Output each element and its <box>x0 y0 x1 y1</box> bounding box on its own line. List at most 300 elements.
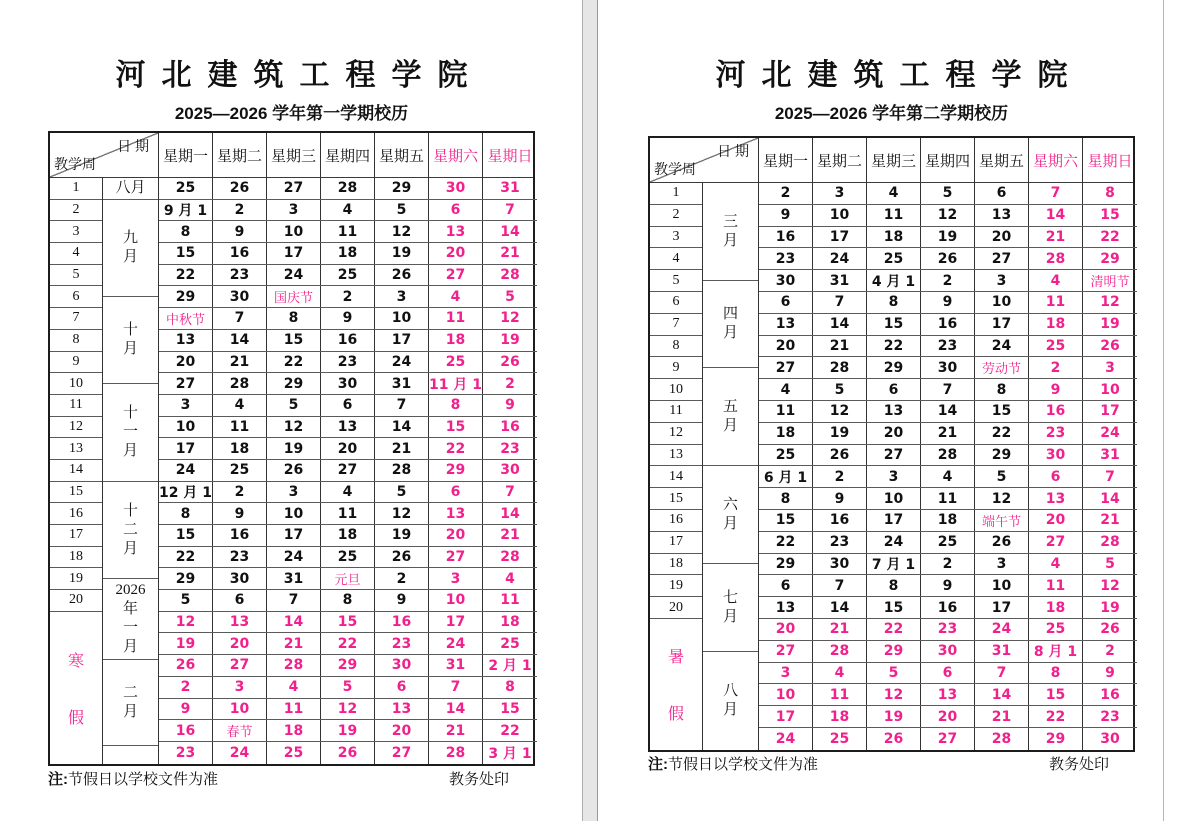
week-number-cell: 4 <box>50 243 102 265</box>
stamp-label: 教务处印 <box>448 771 509 788</box>
date-cell: 12 <box>375 503 429 524</box>
week-row <box>159 547 537 569</box>
date-cell: 13 <box>213 612 267 633</box>
month-label: 三 <box>722 213 738 230</box>
date-cell: 29 <box>159 286 213 307</box>
date-cell: 8 <box>429 395 483 416</box>
date-cell: 23 <box>159 742 213 764</box>
date-cell: 6 <box>975 183 1029 204</box>
month-label: 月 <box>722 325 738 342</box>
date-cell: 劳动节 <box>975 357 1029 378</box>
month-label: 八月 <box>115 179 146 196</box>
date-cell: 28 <box>975 728 1029 750</box>
month-label: 一 <box>122 620 138 637</box>
date-cell: 29 <box>375 178 429 199</box>
date-cell: 25 <box>500 635 520 652</box>
date-cell: 21 <box>375 438 429 459</box>
date-cell: 13 <box>429 503 483 524</box>
date-cell: 26 <box>867 728 921 750</box>
date-cell: 20 <box>975 227 1029 248</box>
week-number-cell: 13 <box>650 445 702 467</box>
date-cell: 10 <box>267 221 321 242</box>
date-cell: 27 <box>867 445 921 466</box>
week-number-cell: 19 <box>50 568 102 590</box>
date-cell: 7 <box>921 379 975 400</box>
date-cell: 24 <box>429 633 483 654</box>
date-cell: 28 <box>500 549 520 566</box>
date-cell: 15 <box>500 700 520 717</box>
week-number-cell: 2 <box>650 205 702 227</box>
school-name-title: 河北建筑工程学院 <box>115 58 484 93</box>
calendar-page-second-semester <box>598 0 1163 821</box>
date-cell: 4 <box>1029 554 1083 575</box>
date-cell: 7 <box>813 292 867 313</box>
date-cell: 19 <box>375 525 429 546</box>
date-cell: 28 <box>375 460 429 481</box>
date-cell: 22 <box>159 265 213 286</box>
date-cell: 28 <box>429 742 483 764</box>
date-cell: 19 <box>159 633 213 654</box>
date-cell: 6 <box>867 379 921 400</box>
date-cell: 18 <box>1029 597 1083 618</box>
date-cell: 11 <box>321 503 375 524</box>
month-label: 月 <box>122 442 138 459</box>
month-cell <box>703 183 758 281</box>
week-number-cell: 3 <box>650 227 702 249</box>
week-number-cell: 2 <box>50 200 102 222</box>
date-cell: 25 <box>867 248 921 269</box>
date-cell: 23 <box>813 532 867 553</box>
date-cell: 9 <box>321 308 375 329</box>
week-row <box>759 445 1137 467</box>
week-number-cell: 7 <box>50 308 102 330</box>
date-cell: 15 <box>759 510 813 531</box>
date-cell: 7 <box>1029 183 1083 204</box>
date-cell: 19 <box>375 243 429 264</box>
date-cell: 29 <box>867 357 921 378</box>
month-label: 月 <box>122 540 138 557</box>
date-cell: 22 <box>1100 228 1120 245</box>
date-cell: 4 <box>1029 270 1083 291</box>
date-cell: 6 <box>213 590 267 611</box>
date-cell: 18 <box>813 706 867 727</box>
date-cell: 31 <box>813 270 867 291</box>
date-cell: 2 <box>921 554 975 575</box>
week-number-cell: 15 <box>50 482 102 504</box>
date-cell: 14 <box>500 223 520 240</box>
date-cell: 20 <box>159 352 213 373</box>
week-column <box>50 178 103 764</box>
week-number-cell: 8 <box>650 336 702 358</box>
date-cell: 26 <box>500 353 520 370</box>
week-row <box>159 308 537 330</box>
date-cell: 17 <box>867 510 921 531</box>
date-cell: 15 <box>267 330 321 351</box>
date-cell: 2 <box>159 677 213 698</box>
date-cell: 20 <box>321 438 375 459</box>
date-cell: 3 <box>867 466 921 487</box>
month-cell <box>703 368 758 466</box>
date-cell: 7 月 1 <box>867 554 921 575</box>
date-cell: 8 <box>867 292 921 313</box>
date-cell: 18 <box>213 438 267 459</box>
date-cell: 2 <box>813 466 867 487</box>
date-cell: 7 <box>975 663 1029 684</box>
date-cell: 8 <box>1105 185 1115 202</box>
calendar-table <box>48 131 535 766</box>
date-cell: 5 <box>321 677 375 698</box>
date-cell: 16 <box>213 243 267 264</box>
date-cell: 13 <box>321 417 375 438</box>
week-number-cell: 12 <box>50 417 102 439</box>
month-cell <box>103 297 158 384</box>
date-cell: 12 <box>1100 294 1120 311</box>
date-cell: 29 <box>867 641 921 662</box>
week-row <box>159 352 537 374</box>
date-cell: 21 <box>921 423 975 444</box>
date-cell: 26 <box>267 460 321 481</box>
date-cell: 6 <box>1029 466 1083 487</box>
month-label: 月 <box>722 701 738 718</box>
date-cell: 27 <box>759 357 813 378</box>
date-cell: 22 <box>321 633 375 654</box>
week-row <box>159 720 537 742</box>
day-header: 星期日 <box>1087 152 1133 170</box>
date-cell: 元旦 <box>321 568 375 589</box>
date-cell: 24 <box>213 742 267 764</box>
week-row <box>759 684 1137 706</box>
date-cell: 30 <box>213 286 267 307</box>
day-header: 星期一 <box>759 138 813 182</box>
footnote <box>648 753 1135 774</box>
date-cell: 11 <box>267 699 321 720</box>
date-cell: 6 <box>375 677 429 698</box>
date-cell: 14 <box>267 612 321 633</box>
date-cell: 18 <box>759 423 813 444</box>
week-row <box>759 336 1137 358</box>
date-cell: 12 <box>867 684 921 705</box>
date-cell: 22 <box>267 352 321 373</box>
date-cell: 18 <box>500 614 520 631</box>
date-cell: 27 <box>429 547 483 568</box>
date-cell: 13 <box>759 314 813 335</box>
date-cell: 13 <box>975 205 1029 226</box>
week-number-cell: 3 <box>50 221 102 243</box>
week-row <box>759 183 1137 205</box>
date-cell: 19 <box>921 227 975 248</box>
date-cell: 23 <box>921 336 975 357</box>
date-cell: 16 <box>921 314 975 335</box>
date-cell: 19 <box>321 720 375 741</box>
date-cell: 25 <box>429 352 483 373</box>
date-cell: 24 <box>159 460 213 481</box>
week-row <box>759 532 1137 554</box>
date-cell: 31 <box>429 655 483 676</box>
date-cell: 23 <box>375 633 429 654</box>
week-number-cell: 13 <box>50 438 102 460</box>
week-row <box>159 438 537 460</box>
date-cell: 4 <box>267 677 321 698</box>
date-cell: 4 月 1 <box>867 270 921 291</box>
week-number-cell: 17 <box>50 525 102 547</box>
date-cell: 9 月 1 <box>159 200 213 221</box>
date-cell: 30 <box>1029 445 1083 466</box>
day-header: 星期四 <box>321 133 375 177</box>
footnote-label: 注: <box>48 771 68 788</box>
date-cell: 21 <box>813 336 867 357</box>
date-cell: 12 <box>321 699 375 720</box>
date-cell: 14 <box>1029 205 1083 226</box>
date-cell: 22 <box>429 438 483 459</box>
date-cell: 17 <box>267 243 321 264</box>
date-cell: 4 <box>759 379 813 400</box>
date-cell: 端午节 <box>975 510 1029 531</box>
date-cell: 13 <box>759 597 813 618</box>
date-cell: 20 <box>759 336 813 357</box>
date-cell: 12 <box>267 417 321 438</box>
date-cell: 14 <box>813 314 867 335</box>
week-row <box>159 417 537 439</box>
month-label: 六 <box>722 496 738 513</box>
date-cell: 3 <box>429 568 483 589</box>
date-cell: 18 <box>267 720 321 741</box>
date-cell: 28 <box>500 267 520 284</box>
week-number-cell: 6 <box>650 292 702 314</box>
date-cell: 25 <box>921 532 975 553</box>
week-row <box>159 243 537 265</box>
month-label: 月 <box>722 232 738 249</box>
month-label: 十 <box>122 322 138 339</box>
week-number-cell: 20 <box>650 597 702 619</box>
week-row <box>159 590 537 612</box>
date-cell: 16 <box>321 330 375 351</box>
date-cell: 6 <box>759 292 813 313</box>
week-row <box>159 178 537 200</box>
date-cell: 15 <box>159 525 213 546</box>
date-cell: 10 <box>213 699 267 720</box>
date-cell: 23 <box>213 265 267 286</box>
date-cell: 23 <box>213 547 267 568</box>
week-row <box>759 466 1137 488</box>
vacation-label: 假 <box>67 709 84 727</box>
date-cell: 31 <box>500 180 520 197</box>
date-cell: 14 <box>1100 490 1120 507</box>
date-cell: 28 <box>813 357 867 378</box>
week-row <box>159 200 537 222</box>
date-cell: 4 <box>921 466 975 487</box>
week-row <box>159 568 537 590</box>
date-cell: 20 <box>213 633 267 654</box>
month-label: 二 <box>122 521 138 538</box>
date-cell: 18 <box>1029 314 1083 335</box>
date-cell: 26 <box>813 445 867 466</box>
day-header: 星期二 <box>213 133 267 177</box>
date-cell: 16 <box>1029 401 1083 422</box>
week-row <box>759 357 1137 379</box>
week-row <box>759 510 1137 532</box>
date-cell: 26 <box>1100 621 1120 638</box>
date-cell: 12 <box>813 401 867 422</box>
week-number-cell: 18 <box>650 554 702 576</box>
month-cell <box>703 281 758 368</box>
date-cell: 31 <box>1100 446 1120 463</box>
date-cell: 3 <box>375 286 429 307</box>
date-grid <box>159 178 537 764</box>
week-number-cell: 11 <box>650 401 702 423</box>
date-cell: 30 <box>1100 730 1120 747</box>
date-cell: 2 <box>505 375 515 392</box>
date-cell: 17 <box>159 438 213 459</box>
date-cell: 10 <box>813 205 867 226</box>
date-cell: 10 <box>759 684 813 705</box>
date-cell: 20 <box>375 720 429 741</box>
teaching-week-corner-label: 教学周 <box>654 161 696 177</box>
date-cell: 22 <box>867 336 921 357</box>
month-label: 十 <box>122 502 138 519</box>
date-cell: 15 <box>159 243 213 264</box>
date-cell: 7 <box>505 202 515 219</box>
vacation-label: 暑 <box>667 649 684 667</box>
week-row <box>759 619 1137 641</box>
date-cell: 26 <box>975 532 1029 553</box>
date-cell: 15 <box>867 597 921 618</box>
month-cell <box>103 746 158 763</box>
header-corner-cell <box>50 133 159 177</box>
date-cell: 5 <box>505 288 515 305</box>
date-cell: 13 <box>921 684 975 705</box>
calendar-page-first-semester <box>0 0 582 821</box>
week-row <box>159 482 537 504</box>
day-header: 星期一 <box>159 133 213 177</box>
week-row <box>759 205 1137 227</box>
date-cell: 30 <box>500 462 520 479</box>
school-name-title: 河北建筑工程学院 <box>715 58 1084 93</box>
week-number-cell: 5 <box>650 270 702 292</box>
week-number-cell: 14 <box>50 460 102 482</box>
month-cell <box>103 384 158 482</box>
week-row <box>759 728 1137 750</box>
date-cell: 16 <box>1100 686 1120 703</box>
date-cell: 22 <box>759 532 813 553</box>
day-header: 星期五 <box>975 138 1029 182</box>
date-cell: 26 <box>321 742 375 764</box>
month-label: 七 <box>722 589 738 606</box>
week-number-cell: 5 <box>50 265 102 287</box>
date-cell: 8 <box>267 308 321 329</box>
date-cell: 4 <box>429 286 483 307</box>
month-label: 九 <box>122 230 138 246</box>
date-cell: 17 <box>759 706 813 727</box>
date-cell: 19 <box>813 423 867 444</box>
date-cell: 3 <box>213 677 267 698</box>
date-cell: 8 月 1 <box>1029 641 1083 662</box>
date-cell: 29 <box>159 568 213 589</box>
date-cell: 2 <box>1105 643 1115 660</box>
date-cell: 10 <box>975 292 1029 313</box>
month-cell <box>103 579 158 659</box>
date-cell: 5 <box>1105 555 1115 572</box>
date-cell: 20 <box>429 525 483 546</box>
table-header-row <box>650 138 1133 183</box>
date-cell: 15 <box>429 417 483 438</box>
date-cell: 16 <box>500 418 520 435</box>
date-cell: 16 <box>159 720 213 741</box>
week-row <box>159 286 537 308</box>
month-label: 二 <box>122 684 138 701</box>
date-cell: 10 <box>429 590 483 611</box>
header-corner-cell <box>650 138 759 182</box>
date-cell: 2 <box>213 482 267 503</box>
date-cell: 18 <box>867 227 921 248</box>
week-row <box>759 641 1137 663</box>
week-number-cell: 11 <box>50 395 102 417</box>
date-cell: 5 <box>375 200 429 221</box>
date-cell: 9 <box>213 503 267 524</box>
month-column <box>703 183 759 750</box>
date-cell: 18 <box>321 525 375 546</box>
table-header-row <box>50 133 533 178</box>
date-cell: 24 <box>267 265 321 286</box>
date-cell: 清明节 <box>1090 274 1130 290</box>
date-cell: 13 <box>159 330 213 351</box>
date-cell: 20 <box>1029 510 1083 531</box>
date-cell: 25 <box>213 460 267 481</box>
month-label: 月 <box>122 341 138 358</box>
date-cell: 3 月 1 <box>488 745 532 762</box>
date-cell: 10 <box>267 503 321 524</box>
date-cell: 21 <box>267 633 321 654</box>
date-cell: 25 <box>321 265 375 286</box>
calendar-table <box>648 136 1135 752</box>
date-cell: 19 <box>867 706 921 727</box>
date-cell: 16 <box>813 510 867 531</box>
month-cell <box>703 652 758 750</box>
date-cell: 28 <box>1100 534 1120 551</box>
date-cell: 29 <box>975 445 1029 466</box>
date-cell: 8 <box>159 503 213 524</box>
date-cell: 27 <box>921 728 975 750</box>
day-header: 星期六 <box>429 133 483 177</box>
date-cell: 16 <box>375 612 429 633</box>
month-label: 一 <box>122 423 138 440</box>
date-cell: 9 <box>921 292 975 313</box>
date-cell: 7 <box>429 677 483 698</box>
teaching-week-corner-label: 教学周 <box>54 156 96 172</box>
date-cell: 30 <box>921 641 975 662</box>
week-number-cell: 8 <box>50 330 102 352</box>
date-cell: 12 <box>375 221 429 242</box>
date-cell: 17 <box>1100 403 1120 420</box>
table-body <box>50 178 533 764</box>
date-cell: 6 月 1 <box>759 466 813 487</box>
date-cell: 30 <box>375 655 429 676</box>
date-cell: 16 <box>759 227 813 248</box>
date-cell: 29 <box>429 460 483 481</box>
date-cell: 28 <box>813 641 867 662</box>
date-cell: 16 <box>921 597 975 618</box>
week-number-cell: 17 <box>650 532 702 554</box>
week-row <box>759 488 1137 510</box>
date-cell: 19 <box>500 332 520 349</box>
week-row <box>159 633 537 655</box>
day-header: 星期日 <box>487 147 533 165</box>
date-cell: 12 <box>159 612 213 633</box>
date-cell: 29 <box>267 373 321 394</box>
date-cell: 21 <box>429 720 483 741</box>
date-cell: 2 <box>1029 357 1083 378</box>
date-cell: 7 <box>505 483 515 500</box>
week-row <box>759 292 1137 314</box>
